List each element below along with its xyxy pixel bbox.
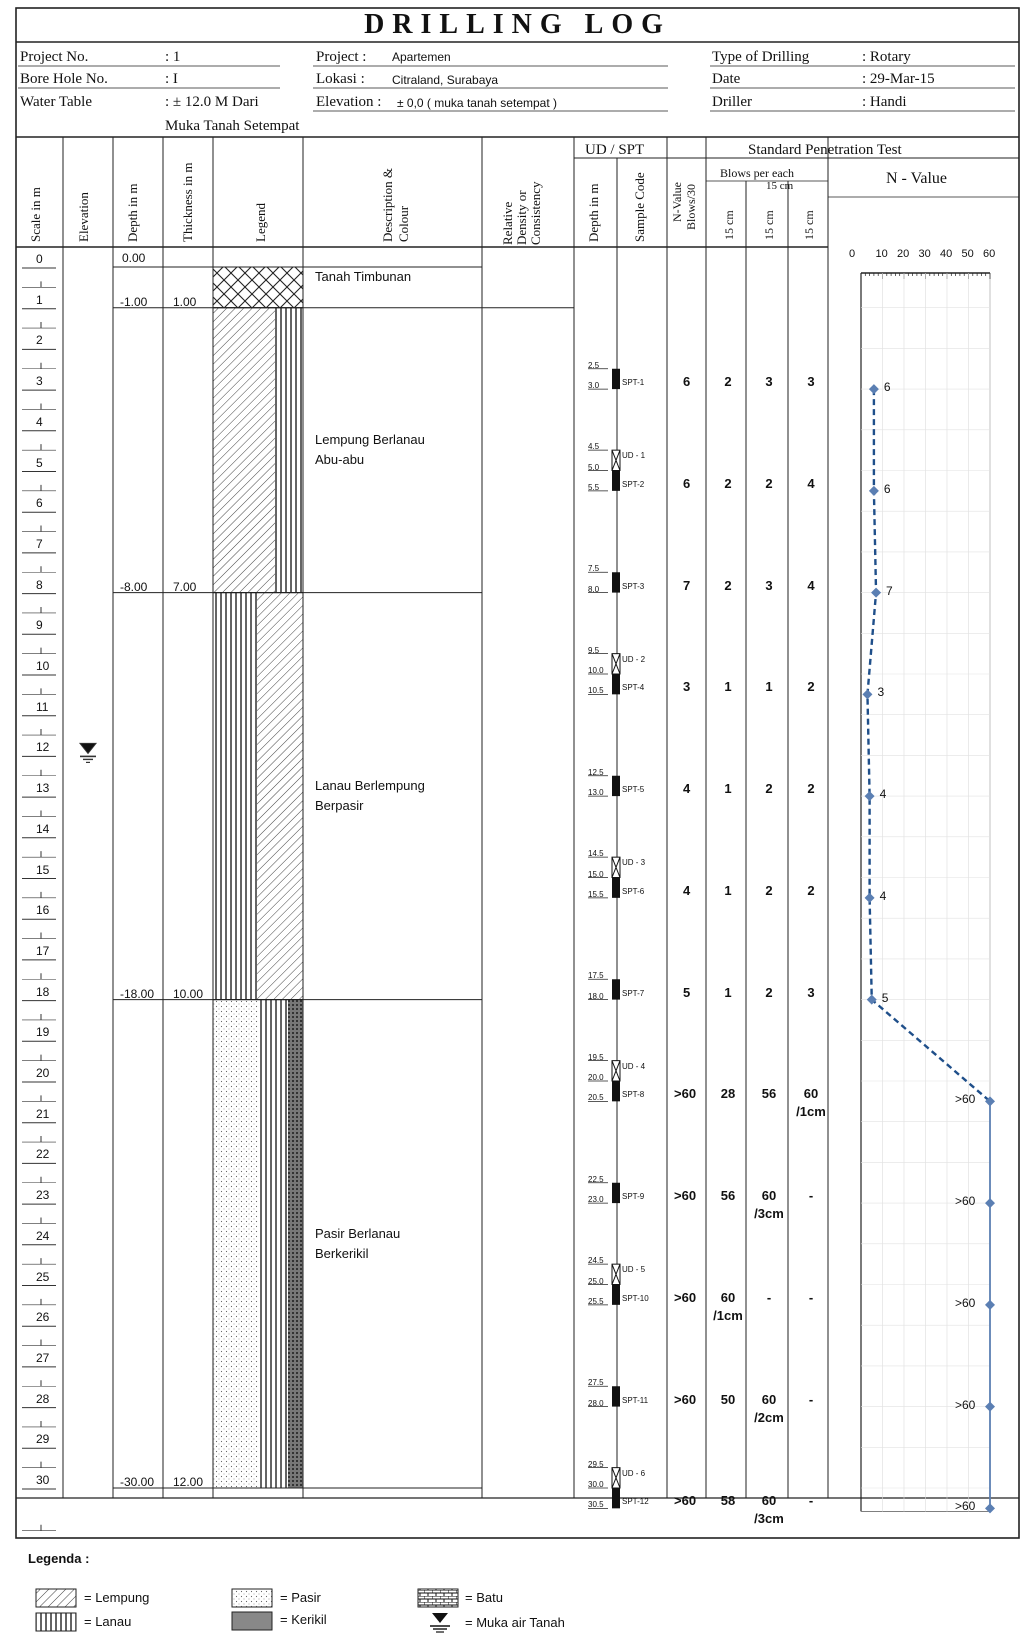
- blow-count: 1: [765, 679, 773, 695]
- driller-value: : Handi: [862, 94, 907, 110]
- chart-x-tick-label: 50: [961, 248, 974, 260]
- blow-count: 2: [765, 882, 773, 898]
- n-value-point: [869, 384, 879, 394]
- scale-label: 11: [36, 699, 49, 714]
- scale-label: 5: [36, 455, 43, 470]
- blow-count: -: [766, 1289, 772, 1305]
- n-value: 3: [683, 679, 691, 695]
- blow-count: 2: [765, 475, 773, 491]
- sample-depth-label: 10.0: [588, 666, 604, 675]
- n-value-point-label: >60: [955, 1092, 976, 1107]
- legend-pasir: = Pasir: [280, 1590, 321, 1605]
- col-blow-1: 15 cm: [722, 210, 736, 240]
- sample-depth-label: 10.5: [588, 686, 604, 696]
- blow-count: 4: [807, 475, 815, 491]
- driller-label: Driller: [712, 94, 752, 110]
- scale-label: 30: [36, 1473, 50, 1487]
- sample-depth-label: 19.5: [588, 1052, 604, 1062]
- sample-depth-label: 20.5: [588, 1093, 604, 1103]
- scale-label: 12: [36, 740, 50, 755]
- project-no-label: Project No.: [20, 49, 89, 65]
- stratum-description: Pasir Berlanau: [315, 1225, 401, 1241]
- blows-label-1: Blows per each: [720, 166, 794, 180]
- blow-count: 28: [720, 1086, 736, 1102]
- stratum-description: Berkerikil: [315, 1245, 369, 1261]
- scale-label: 16: [36, 903, 50, 918]
- n-value-point-label: 3: [877, 685, 885, 700]
- stratum-thickness-label: 7.00: [173, 579, 197, 594]
- spt-title: Standard Penetration Test: [748, 142, 902, 158]
- scale-label: 8: [36, 577, 43, 592]
- ud-code: UD - 1: [622, 451, 646, 461]
- chart-x-tick-label: 30: [918, 248, 931, 260]
- spt-sample-bar: [612, 572, 620, 592]
- spt-sample-bar: [612, 1488, 620, 1508]
- n-value: 6: [683, 475, 691, 491]
- n-value: 4: [683, 882, 691, 898]
- sample-depth-label: 29.5: [588, 1459, 604, 1469]
- blow-count: 2: [807, 781, 815, 797]
- sample-depth-label: 22.5: [588, 1174, 604, 1184]
- scale-label: 27: [36, 1350, 50, 1365]
- col-relative-1: Relative: [500, 201, 515, 245]
- col-ud-depth: Depth in m: [586, 183, 601, 242]
- date-label: Date: [712, 71, 741, 87]
- scale-label: 7: [36, 536, 43, 551]
- n-value: 4: [683, 781, 691, 797]
- lokasi-label: Lokasi :: [316, 71, 365, 87]
- date-value: : 29-Mar-15: [862, 71, 935, 87]
- muka-air-tanah-icon: [432, 1613, 448, 1623]
- scale-label: 4: [36, 414, 43, 429]
- kerikil-swatch: [232, 1612, 272, 1630]
- col-description-1: Description &: [380, 167, 395, 242]
- n-value-point-label: 4: [879, 888, 887, 903]
- spt-sample-bar: [612, 369, 620, 389]
- scale-label: 3: [36, 374, 43, 389]
- n-value-point: [985, 1503, 995, 1513]
- stratum-pattern: [257, 593, 303, 1000]
- blow-count: 1: [724, 679, 732, 695]
- n-value-point-label: 5: [881, 990, 889, 1005]
- spt-code: SPT-9: [622, 1192, 645, 1202]
- n-value-point: [865, 791, 875, 801]
- legend-lempung: = Lempung: [84, 1590, 150, 1605]
- legend-title: Legenda :: [28, 1551, 90, 1566]
- n-value: >60: [674, 1493, 697, 1509]
- bore-hole-value: : I: [165, 71, 178, 87]
- n-value-point: [862, 689, 872, 699]
- chart-x-tick-label: 0: [849, 248, 856, 260]
- stratum-thickness-label: 12.00: [173, 1475, 204, 1489]
- sample-depth-label: 18.0: [588, 991, 604, 1001]
- col-relative-3: Consistency: [528, 181, 543, 245]
- lokasi-value: Citraland, Surabaya: [392, 73, 499, 87]
- sample-depth-label: 28.0: [588, 1398, 604, 1408]
- stratum-description: Berpasir: [315, 798, 364, 814]
- water-table-value-2: Muka Tanah Setempat: [165, 118, 300, 134]
- blow-count: -: [808, 1188, 814, 1204]
- sample-depth-label: 23.0: [588, 1195, 604, 1205]
- n-value-point-label: 4: [879, 787, 887, 802]
- ud-code: UD - 6: [622, 1468, 646, 1478]
- blow-count: 60: [761, 1493, 777, 1509]
- scale-label: 0: [36, 252, 43, 266]
- blow-penetration: /1cm: [796, 1104, 826, 1120]
- n-value-point: [871, 588, 881, 598]
- scale-label: 25: [36, 1269, 50, 1284]
- legend-kerikil: = Kerikil: [280, 1612, 327, 1627]
- spt-code: SPT-1: [622, 378, 645, 388]
- blow-count: -: [808, 1493, 814, 1509]
- chart-x-tick-label: 40: [940, 248, 953, 260]
- elevation-value: ± 0,0 ( muka tanah setempat ): [397, 96, 557, 110]
- project-no-value: : 1: [165, 49, 181, 65]
- n-value-point: [985, 1402, 995, 1412]
- scale-label: 21: [36, 1106, 50, 1121]
- scale-label: 28: [36, 1391, 50, 1406]
- blow-count: 1: [724, 984, 732, 1000]
- scale-label: 17: [36, 943, 50, 958]
- n-value: >60: [674, 1289, 697, 1305]
- sample-depth-label: 15.5: [588, 889, 604, 899]
- spt-code: SPT-10: [622, 1293, 649, 1303]
- stratum-pattern: [275, 308, 303, 593]
- chart-x-tick-label: 20: [897, 248, 910, 260]
- scale-label: 13: [36, 781, 50, 796]
- stratum-depth-label: -30.00: [120, 1475, 155, 1489]
- spt-sample-bar: [612, 471, 620, 491]
- sample-depth-label: 5.0: [588, 462, 600, 472]
- col-elevation: Elevation: [76, 192, 91, 242]
- n-value: 5: [683, 984, 691, 1000]
- col-relative-2: Density or: [514, 190, 529, 245]
- spt-code: SPT-8: [622, 1090, 645, 1100]
- sample-depth-label: 25.0: [588, 1276, 604, 1286]
- project-label: Project :: [316, 49, 367, 65]
- blow-penetration: /3cm: [754, 1206, 784, 1222]
- blow-count: 1: [724, 781, 732, 797]
- stratum-pattern: [288, 1000, 303, 1488]
- legend-muka-air-tanah: = Muka air Tanah: [465, 1615, 565, 1630]
- sample-depth-label: 24.5: [588, 1256, 604, 1266]
- col-n-value-1: N-Value: [670, 182, 684, 222]
- blow-count: 2: [724, 577, 732, 593]
- n-value: 7: [683, 577, 691, 593]
- stratum-depth-label: -8.00: [120, 579, 148, 594]
- n-value-point-label: 6: [883, 481, 891, 496]
- blow-penetration: /3cm: [754, 1511, 784, 1527]
- blow-count: 60: [720, 1289, 736, 1305]
- project-value: Apartemen: [392, 50, 451, 64]
- sample-depth-label: 3.0: [588, 381, 600, 391]
- n-value-point-label: 6: [883, 380, 891, 395]
- sample-depth-label: 9.5: [588, 645, 600, 655]
- n-value-point: [985, 1300, 995, 1310]
- page-title: DRILLING LOG: [364, 9, 671, 40]
- spt-sample-bar: [612, 776, 620, 796]
- sample-depth-label: 13.0: [588, 788, 604, 798]
- bore-hole-label: Bore Hole No.: [20, 71, 108, 87]
- sample-depth-label: 30.0: [588, 1480, 604, 1489]
- stratum-description: Lempung Berlanau: [315, 432, 425, 448]
- spt-sample-bar: [612, 1183, 620, 1203]
- n-value: >60: [674, 1391, 697, 1407]
- blow-count: 2: [724, 475, 732, 491]
- stratum-pattern: [213, 308, 275, 593]
- type-drilling-value: : Rotary: [862, 49, 911, 65]
- sample-depth-label: 17.5: [588, 971, 604, 981]
- blow-count: -: [808, 1391, 814, 1407]
- top-depth-label: 0.00: [122, 251, 146, 265]
- n-value-point: [985, 1198, 995, 1208]
- spt-code: SPT-12: [622, 1497, 649, 1507]
- scale-label: 14: [36, 821, 50, 836]
- stratum-pattern: [213, 593, 257, 1000]
- sample-depth-label: 20.0: [588, 1073, 604, 1082]
- stratum-pattern: [258, 1000, 288, 1488]
- stratum-pattern: [213, 267, 303, 308]
- scale-label: 9: [36, 618, 43, 633]
- blow-count: 3: [807, 984, 815, 1000]
- col-description-2: Colour: [396, 205, 411, 242]
- scale-label: 10: [36, 659, 50, 673]
- scale-label: 29: [36, 1432, 50, 1447]
- blow-count: 60: [761, 1391, 777, 1407]
- n-value-point: [865, 893, 875, 903]
- stratum-pattern: [213, 1000, 258, 1488]
- stratum-depth-label: -1.00: [120, 294, 148, 309]
- sample-depth-label: 27.5: [588, 1378, 604, 1388]
- batu-swatch: [418, 1589, 458, 1607]
- sample-depth-label: 14.5: [588, 849, 604, 859]
- scale-label: 24: [36, 1228, 50, 1243]
- stratum-description: Abu-abu: [315, 452, 365, 468]
- ud-code: UD - 5: [622, 1265, 646, 1275]
- blow-count: 2: [724, 374, 732, 390]
- scale-label: 19: [36, 1025, 50, 1040]
- blow-count: 60: [761, 1188, 777, 1204]
- water-table-label: Water Table: [20, 94, 93, 110]
- chart-x-tick-label: 60: [983, 248, 996, 260]
- blow-count: 56: [720, 1188, 736, 1204]
- blow-count: 50: [720, 1391, 736, 1407]
- blow-penetration: /1cm: [713, 1307, 743, 1323]
- sample-depth-label: 2.5: [588, 360, 600, 370]
- col-n-value-2: Blows/30: [684, 183, 698, 230]
- n-value-point-label: >60: [955, 1397, 976, 1412]
- n-value-title: N - Value: [886, 170, 948, 187]
- spt-code: SPT-6: [622, 886, 645, 896]
- water-table-value: : ± 12.0 M Dari: [165, 94, 259, 110]
- scale-label: 20: [36, 1066, 50, 1080]
- ud-code: UD - 2: [622, 654, 646, 664]
- chart-x-tick-label: 10: [875, 248, 888, 260]
- pasir-swatch: [232, 1589, 272, 1607]
- blow-count: 58: [720, 1493, 736, 1509]
- spt-code: SPT-5: [622, 785, 645, 795]
- legend-lanau: = Lanau: [84, 1614, 132, 1629]
- sample-depth-label: 12.5: [588, 767, 604, 777]
- ud-code: UD - 4: [622, 1061, 646, 1071]
- n-value-point-label: >60: [955, 1194, 976, 1209]
- scale-label: 18: [36, 984, 50, 999]
- blow-count: 3: [807, 374, 815, 390]
- blow-count: 4: [807, 577, 815, 593]
- col-blow-3: 15 cm: [802, 210, 816, 240]
- blow-penetration: /2cm: [754, 1409, 784, 1425]
- n-value: >60: [674, 1188, 697, 1204]
- water-table-icon: [80, 743, 96, 753]
- n-value-point-label: 7: [886, 583, 893, 598]
- spt-sample-bar: [612, 1386, 620, 1406]
- col-depth: Depth in m: [125, 183, 140, 242]
- stratum-description: Tanah Timbunan: [315, 269, 412, 284]
- blow-count: 56: [761, 1086, 777, 1102]
- scale-label: 15: [36, 862, 50, 877]
- n-value: 6: [683, 374, 691, 390]
- n-value-point-label: >60: [955, 1499, 976, 1514]
- col-thickness: Thickness in m: [180, 162, 195, 242]
- sample-depth-label: 15.0: [588, 869, 604, 879]
- sample-depth-label: 30.5: [588, 1500, 604, 1510]
- blow-count: 2: [765, 984, 773, 1000]
- stratum-thickness-label: 10.00: [173, 986, 204, 1001]
- spt-code: SPT-4: [622, 683, 645, 693]
- scale-label: 22: [36, 1147, 50, 1162]
- spt-sample-bar: [612, 1081, 620, 1101]
- blow-count: 3: [765, 577, 773, 593]
- blow-count: 1: [724, 882, 732, 898]
- sample-depth-label: 7.5: [588, 564, 600, 574]
- blows-label-2: 15 cm: [766, 180, 794, 189]
- spt-sample-bar: [612, 979, 620, 999]
- spt-code: SPT-11: [622, 1395, 649, 1405]
- scale-label: 2: [36, 333, 43, 348]
- col-ud-spt: UD / SPT: [585, 142, 645, 158]
- spt-sample-bar: [612, 1285, 620, 1305]
- lanau-swatch: [36, 1613, 76, 1631]
- type-drilling-label: Type of Drilling: [712, 49, 810, 65]
- spt-sample-bar: [612, 674, 620, 694]
- stratum-depth-label: -18.00: [120, 986, 155, 1001]
- col-scale: Scale in m: [28, 187, 43, 242]
- n-value: >60: [674, 1086, 697, 1102]
- blow-count: -: [808, 1289, 814, 1305]
- n-value-point-label: >60: [955, 1295, 976, 1310]
- blow-count: 2: [807, 679, 815, 695]
- scale-label: 6: [36, 496, 43, 511]
- blow-count: 2: [807, 882, 815, 898]
- scale-label: 1: [36, 292, 43, 307]
- scale-label: 26: [36, 1310, 50, 1325]
- ud-code: UD - 3: [622, 858, 646, 868]
- sample-depth-label: 8.0: [588, 584, 600, 594]
- sample-depth-label: 25.5: [588, 1296, 604, 1306]
- sample-depth-label: 5.5: [588, 482, 600, 492]
- spt-code: SPT-3: [622, 581, 645, 591]
- scale-label: 23: [36, 1188, 50, 1203]
- col-blow-2: 15 cm: [762, 210, 776, 240]
- stratum-thickness-label: 1.00: [173, 294, 197, 309]
- blow-count: 2: [765, 781, 773, 797]
- elevation-label: Elevation :: [316, 94, 382, 110]
- blow-count: 60: [803, 1086, 819, 1102]
- n-value-point: [869, 486, 879, 496]
- sample-depth-label: 4.5: [588, 442, 600, 452]
- spt-sample-bar: [612, 878, 620, 898]
- blow-count: 3: [765, 374, 773, 390]
- col-sample-code: Sample Code: [632, 172, 647, 242]
- stratum-description: Lanau Berlempung: [315, 778, 425, 794]
- spt-code: SPT-2: [622, 479, 645, 489]
- legend-batu: = Batu: [465, 1590, 503, 1605]
- lempung-swatch: [36, 1589, 76, 1607]
- col-legend: Legend: [253, 203, 268, 242]
- spt-code: SPT-7: [622, 988, 645, 998]
